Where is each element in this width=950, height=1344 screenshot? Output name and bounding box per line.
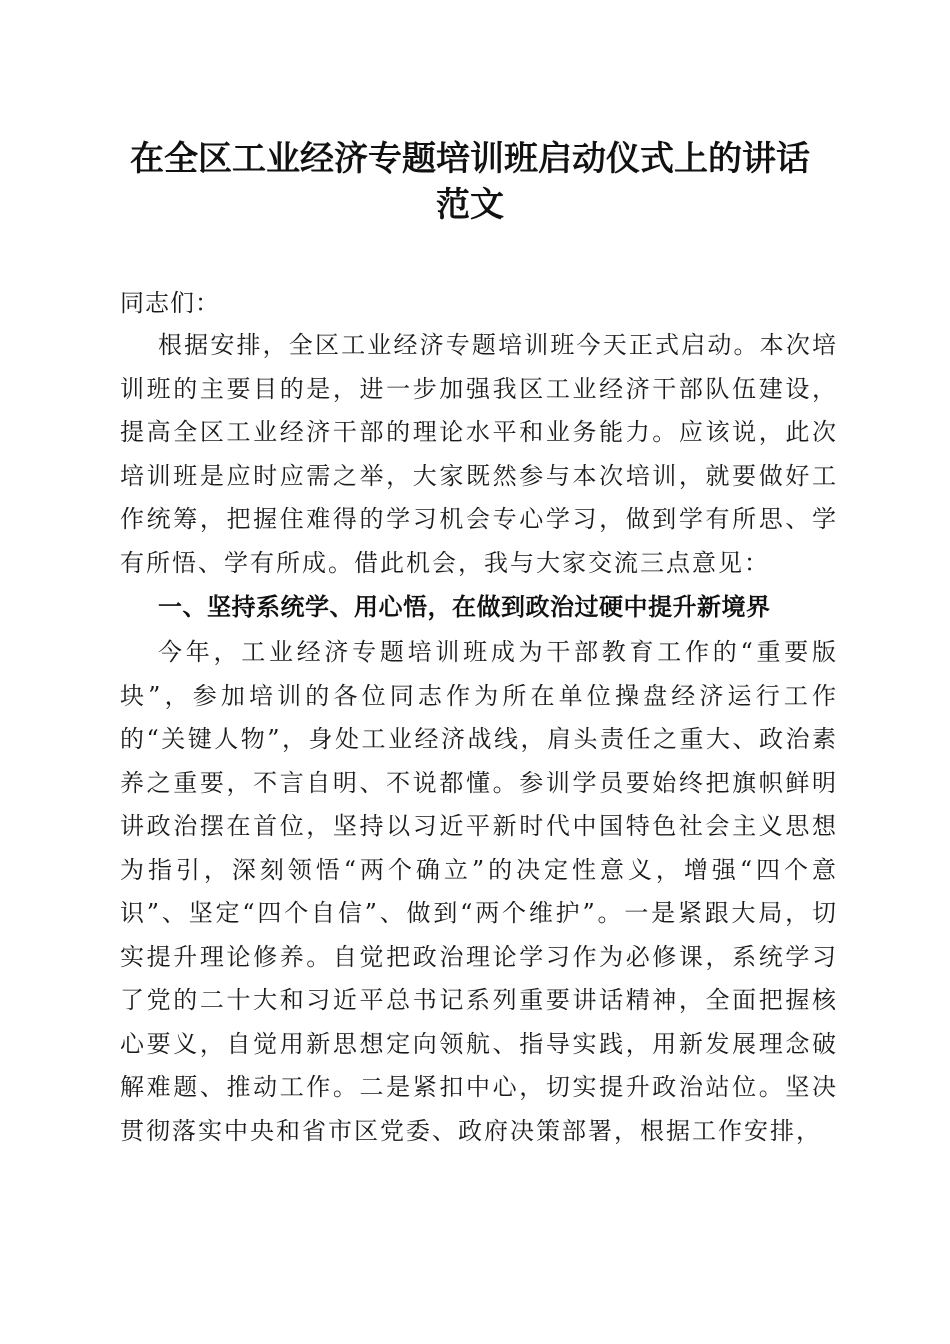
salutation: 同志们： (120, 289, 220, 317)
document-title-line2: 范文 (436, 185, 504, 225)
document-title-line1: 在全区工业经济专题培训班启动仪式上的讲话 (130, 139, 810, 179)
section-heading-1: 一、坚持系统学、用心悟，在做到政治过硬中提升新境界 (158, 593, 771, 621)
paragraph-section-1: 今年，工业经济专题培训班成为干部教育工作的“重要版块”，参加培训的各位同志作为所在单位操盘经济运行工作的“关键人物”，身处工业经济战线，肩头责任之重大、政治素养之重要，不言自明、不说都懂。参训学员要始终把旗帜鲜明讲政治摆在首位，坚持以习近平新时代中国特色社会主义思想为指引，深刻领悟“两个确立”的决定性意义，增强“四个意识”、坚定“四个自信”、做到“两个维护”。一是紧跟大局，切实提升理论修养。自觉把政治理论学习作为必修课，系统学习了党的二十大和习近平总书记系列重要讲话精神，全面把握核心要义，自觉用新思想定向领航、指导实践，用新发展理念破解难题、推动工作。二是紧扣中心，切实提升政治站位。坚决贯彻落实中央和省市区党委、政府决策部署，根据工作安排， (120, 638, 838, 1145)
paragraph-intro: 根据安排，全区工业经济专题培训班今天正式启动。本次培训班的主要目的是，进一步加强我区工业经济干部队伍建设，提高全区工业经济干部的理论水平和业务能力。应该说，此次培训班是应时应需之举，大家既然参与本次培训，就要做好工作统筹，把握住难得的学习机会专心学习，做到学有所思、学有所悟、学有所成。借此机会，我与大家交流三点意见： (120, 331, 838, 577)
